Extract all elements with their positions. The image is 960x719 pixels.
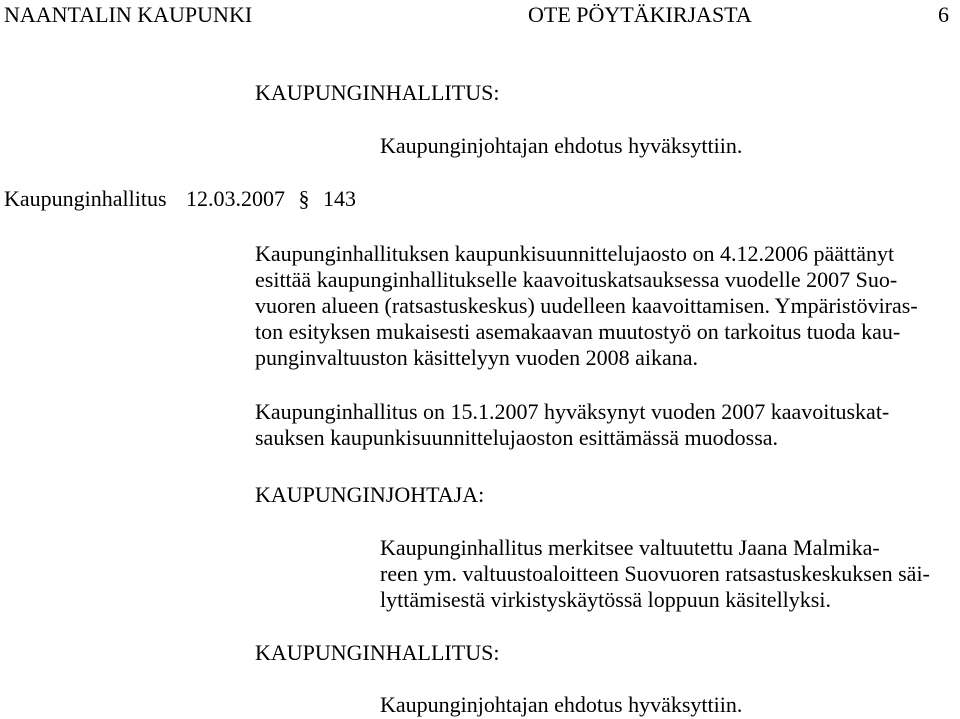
header-municipality: NAANTALIN KAUPUNKI — [4, 2, 253, 27]
section1-decision: Kaupunginjohtajan ehdotus hyväksyttiin. — [380, 133, 743, 158]
meeting-date: 12.03.2007 — [186, 186, 286, 211]
section3-decision: Kaupunginjohtajan ehdotus hyväksyttiin. — [380, 692, 743, 717]
section-symbol: § — [298, 186, 310, 211]
paragraph-line: ton esityksen mukaisesti asemakaavan muutostyö on tarkoitus tuoda kau- — [255, 319, 901, 344]
proposal-line: lyttämisestä virkistyskäytössä loppuun käsitellyksi. — [380, 587, 831, 612]
paragraph-line: vuoren alueen (ratsastuskeskus) uudelleen kaavoittamisen. Ympäristöviras- — [255, 293, 918, 318]
paragraph-line: Kaupunginhallituksen kaupunkisuunnittelujaosto on 4.12.2006 päättänyt — [255, 241, 895, 266]
section-number: 143 — [323, 186, 357, 211]
paragraph-line: sauksen kaupunkisuunnittelujaoston esittämässä muodossa. — [255, 425, 779, 450]
section2-label: KAUPUNGINJOHTAJA: — [255, 482, 485, 507]
paragraph-background — [255, 241, 918, 371]
header-page-number: 6 — [938, 2, 949, 27]
paragraph-line: esittää kaupunginhallitukselle kaavoituskatsauksessa vuodelle 2007 Suo- — [255, 267, 898, 292]
meeting-reference — [4, 186, 356, 212]
section3-label: KAUPUNGINHALLITUS: — [255, 640, 500, 665]
header-document-type: OTE PÖYTÄKIRJASTA — [528, 2, 752, 27]
meeting-body: Kaupunginhallitus — [4, 186, 167, 211]
paragraph-line: punginvaltuuston käsittelyyn vuoden 2008 aikana. — [255, 345, 698, 370]
section2-proposal — [380, 535, 930, 613]
proposal-line: reen ym. valtuustoaloitteen Suovuoren ratsastuskeskuksen säi- — [380, 561, 930, 586]
section1-label: KAUPUNGINHALLITUS: — [255, 80, 500, 105]
proposal-line: Kaupunginhallitus merkitsee valtuutettu Jaana Malmika- — [380, 535, 880, 560]
paragraph-previous-decision — [255, 399, 889, 451]
paragraph-line: Kaupunginhallitus on 15.1.2007 hyväksynyt vuoden 2007 kaavoituskat- — [255, 399, 890, 424]
